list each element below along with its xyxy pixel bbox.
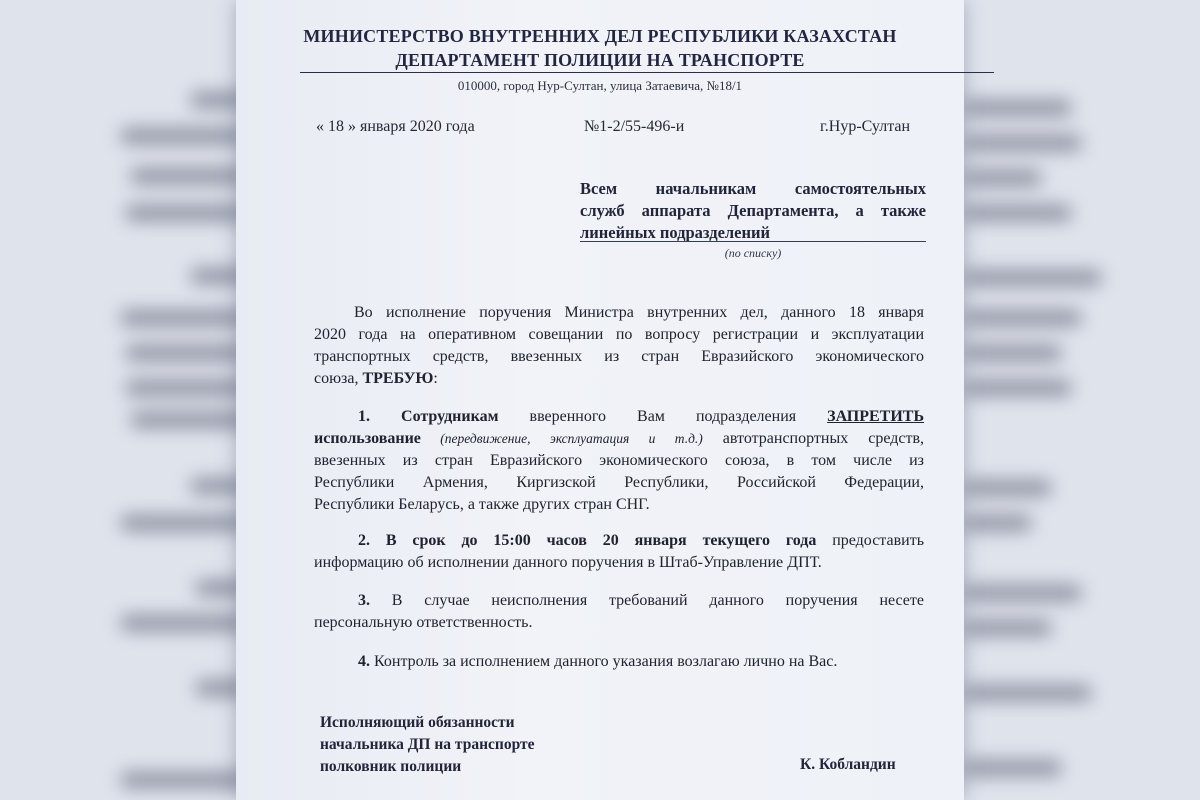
item-4-number: 4. [358,653,370,670]
intro-line: транспортных средств, ввезенных из стран Евразийского экономического [314,348,924,365]
item-1-text: автотранспортных средств, [702,430,924,447]
signature-block [320,712,535,778]
item-1-line: Республики Армения, Киргизской Республики, Российской Федерации, [314,474,924,491]
signature-position: начальника ДП на транспорте [320,736,535,753]
item-3-line: персональную ответственность. [314,614,533,631]
item-3-line [314,590,924,612]
item-1 [314,406,924,516]
blurred-background-left [0,0,240,800]
item-3 [314,590,924,634]
item-1-line [314,406,924,428]
signatory-name: К. Кобландин [800,756,896,773]
item-1-line: Республики Беларусь, а также других стран СНГ. [314,496,650,513]
document-date: « 18 » января 2020 года [316,118,475,135]
document-city: г.Нур-Султан [820,118,911,135]
intro-line: Во исполнение поручения Министра внутренних дел, данного 18 января [354,304,924,321]
intro-line: 2020 года на оперативном совещании по вопросу регистрации и эксплуатации [314,326,924,343]
addressee-block [580,178,926,244]
intro-punct: : [433,370,438,387]
item-1-line: ввезенных из стран Евразийского экономического союза, в том числе из [314,452,924,469]
document-sheet [236,0,964,800]
addressee-line: Всем начальникам самостоятельных [580,179,926,198]
item-3-text: В случае неисполнения требований данного поручения несете [370,592,924,609]
item-1-use: использование [314,430,421,447]
item-2-line [314,530,924,552]
demand-word: ТРЕБУЮ [362,370,434,387]
item-2-line: информацию об исполнении данного поручения в Штаб-Управление ДПТ. [314,554,822,571]
item-1-line [314,428,924,450]
item-1-text: вверенного Вам подразделения [498,408,828,425]
item-2-text: предоставить [816,532,924,549]
addressee-note: (по списку) [724,246,782,260]
signature-position: Исполняющий обязанности [320,714,515,731]
signature-rank: полковник полиции [320,758,462,775]
item-3-number: 3. [358,592,370,609]
header-rule [300,72,994,73]
item-1-lead: 1. Сотрудникам [358,408,499,425]
addressee-line: линейных подразделений [580,223,771,242]
intro-paragraph [314,302,924,390]
blurred-background-right [962,0,1200,800]
document-number: №1-2/55-496-и [584,118,685,135]
department-address: 010000, город Нур-Султан, улица Затаевича, №18/1 [457,78,743,93]
item-4-line [314,651,924,673]
item-4 [314,651,924,673]
item-4-text: Контроль за исполнением данного указания возлагаю лично на Вас. [370,653,838,670]
item-2-deadline: 2. В срок до 15:00 часов 20 января текущего года [358,532,817,549]
department-title: ДЕПАРТАМЕНТ ПОЛИЦИИ НА ТРАНСПОРТЕ [395,50,805,70]
item-2 [314,530,924,574]
item-1-note: (передвижение, эксплуатация и т.д.) [420,431,703,446]
addressee-rule [580,241,926,242]
addressee-line: служб аппарата Департамента, а также [580,201,926,220]
intro-text: союза, [314,370,363,387]
prohibit-word: ЗАПРЕТИТЬ [827,408,925,425]
ministry-title: МИНИСТЕРСТВО ВНУТРЕННИХ ДЕЛ РЕСПУБЛИКИ КАЗАХСТАН [303,26,897,46]
intro-last-line [314,368,924,390]
